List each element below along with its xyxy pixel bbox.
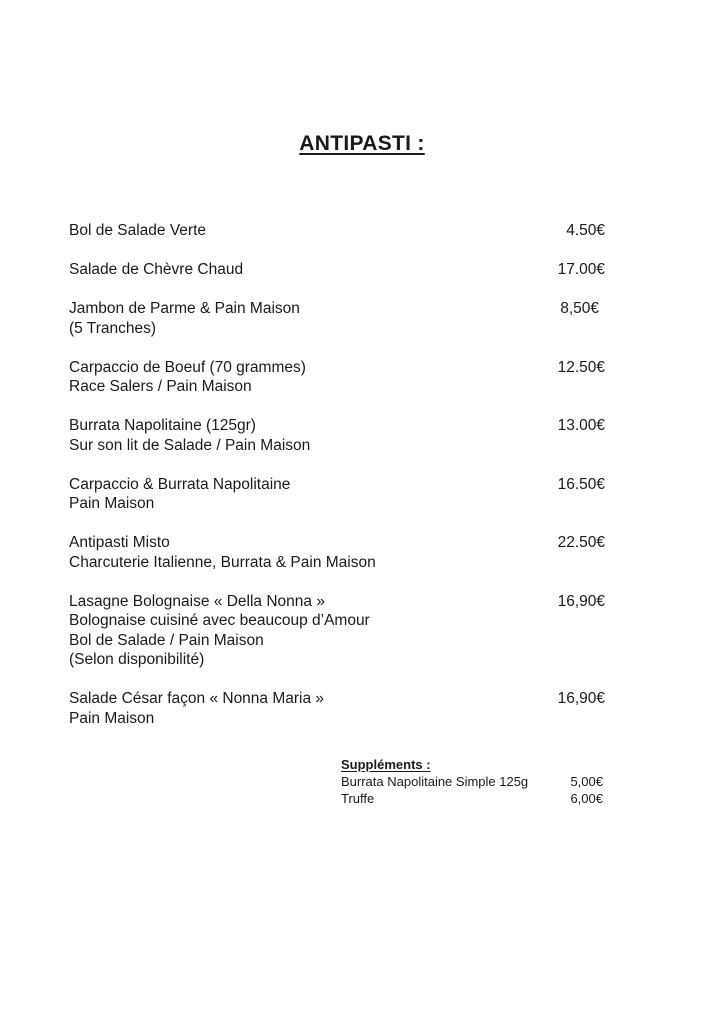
supplement-name: Burrata Napolitaine Simple 125g	[341, 774, 529, 789]
item-price: 4.50€	[566, 222, 605, 239]
supplement-price: 5,00€	[570, 774, 603, 789]
item-price: 17.00€	[557, 261, 605, 278]
menu-item	[69, 221, 605, 241]
menu-item	[69, 475, 605, 514]
supplement-name: Truffe	[341, 791, 375, 806]
menu-item	[69, 533, 605, 572]
item-description: Sur son lit de Salade / Pain Maison	[69, 436, 311, 454]
item-name: Jambon de Parme & Pain Maison	[69, 300, 300, 317]
item-description: (Selon disponibilité)	[69, 651, 205, 668]
item-name: Salade César façon « Nonna Maria »	[69, 690, 325, 707]
item-price: 12.50€	[557, 358, 605, 376]
item-description: Bolognaise cuisiné avec beaucoup d’Amour	[69, 612, 370, 629]
item-price: 16,90€	[557, 690, 605, 707]
item-description: Pain Maison	[69, 709, 155, 727]
menu-list	[69, 221, 605, 748]
item-name: Antipasti Misto	[69, 534, 170, 551]
supplements-title: Suppléments :	[341, 757, 431, 772]
supplement-row	[341, 790, 603, 807]
item-description: Charcuterie Italienne, Burrata & Pain Maison	[69, 553, 376, 571]
item-name: Burrata Napolitaine (125gr)	[69, 417, 256, 434]
item-price: 13.00€	[557, 417, 605, 434]
supplements-section	[341, 756, 603, 807]
item-price: 22.50€	[557, 534, 605, 551]
menu-item	[69, 299, 605, 338]
item-name: Salade de Chèvre Chaud	[69, 261, 244, 278]
item-description: Bol de Salade / Pain Maison	[69, 631, 264, 649]
item-price: 8,50€	[560, 300, 599, 317]
supplement-row	[341, 773, 603, 790]
item-description: Pain Maison	[69, 495, 155, 512]
item-name: Carpaccio de Boeuf (70 grammes)	[69, 358, 306, 376]
menu-item	[69, 592, 605, 670]
item-price: 16.50€	[557, 475, 605, 493]
menu-item	[69, 689, 605, 728]
menu-item	[69, 260, 605, 280]
item-name: Lasagne Bolognaise « Della Nonna »	[69, 592, 325, 610]
item-name: Carpaccio & Burrata Napolitaine	[69, 475, 291, 493]
page-title: ANTIPASTI :	[299, 132, 425, 155]
item-description: (5 Tranches)	[69, 319, 157, 337]
menu-item	[69, 416, 605, 455]
item-price: 16,90€	[557, 592, 605, 610]
supplement-price: 6,00€	[570, 791, 603, 806]
item-name: Bol de Salade Verte	[69, 222, 207, 239]
item-description: Race Salers / Pain Maison	[69, 378, 252, 395]
menu-item	[69, 358, 605, 397]
